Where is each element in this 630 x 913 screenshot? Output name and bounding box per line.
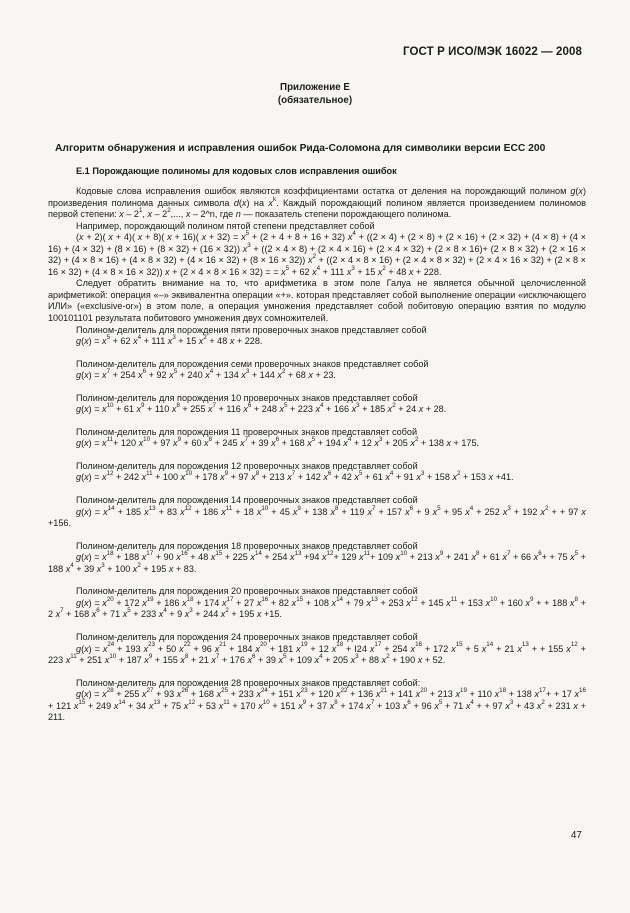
polynomial-formula: $g(x) = x^{28} + 255$ $x^{27} + 93$ $x^{26} + 168$ $x^{25} + 233$ $x^{24} + 151$ $x^{23} + 120$ $x^{22} + 136$ $x^{21} + 141$ $x^{20} + 213$ $x^{19} + 110$ $x^{18} + 138$ $x^{17}+ + 17$ $x^{16} + 121$ $x^{15} + 249$ $x^{14} + 34$ $x^{13} + 75$ $x^{12} + 53$ $x^{11} + 170$ $x^{10} + 151$ $x^9 + 37$ $x^8 + 174$ $x^7 + 103$ $x^6 + 96$ $x^5 + 71$ $x^4$ + + 97 $x^3 + 43$ $x^2 + 231$ x + 211.: [48, 687, 586, 723]
polynomial-formula: $g(x) = x^{14} + 185$ $x^{13} + 83$ $x^{12} + 186$ $x^{11} + 18$ $x^{10} + 45$ $x^9 + 138$ $x^8 + 119$ $x^7 + 157$ $x^6 + 9$ $x^5 + 95$ $x^4 + 252$ $x^3 + 192$ $x^2$ + + 97 x +156.: [48, 504, 586, 529]
standard-header: ГОСТ Р ИСО/МЭК 16022 — 2008: [403, 46, 582, 58]
expansion-equation: (x + 2)( x + 4)( x + 8)( x + 16)( x + 32) = $x^5 + (2 + 4 + 8 + 16 + 32) x^4 + ((2 \times 4) + (2 \times 8) + (2 \times 16) + (2 \times 32) + (4 \times 8) + (4 \times 16) + (4 \times 32) + (8 \times 16) + (8 \times 32) + (16 \times 32)) x^3 + ((2 \times 4 \times 8) + (2$ × 4 × 16) + (2 × 4 × 32) + (2 × 8 × 16)+ (2 × 8 × 32) + (2 × 16 × 32) + (4 × 8 × 16) + (4 × 8 × 32) + (4 × 16 × 32) + (8 × 16 × 32)) $x^2 + ((2 \times 4 \times 8 \times 16) + (2 \times 4 \times 8 \times 32) + (2 \times 4 \times 16 \times 32) + (2 \times 8 \times 16 \times 32) + (4 \times 8 \times 16 \times 32)) x + (2 \times 4 \times 8 \times 16 \times 32)$ = = $x^5 + 62$ $x^4 + 111$ $x^3 + 15$ $x^2 + 48$ x + 228.: [48, 230, 586, 277]
polynomial-formula: $g(x) = x^{24} + 193$ $x^{23} + 50$ $x^{22} + 96$ $x^{21} + 184$ $x^{20} + 181$ $x^{19} + 12$ $x^{18} + I24$ $x^{17} + 254$ $x^{16} + 172$ $x^{15} + 5$ $x^{14} + 21$ $x^{13}$ + + 155 $x^{12} + 223$ $x^{11} + 251$ $x^{10} + 187$ $x^9 + 155$ $x^8 + 21$ $x^7 + 176$ $x^6 + 39$ $x^5 + 109$ $x^4 + 205$ $x^3 + 88$ $x^2 + 190$ x + 52.: [48, 641, 586, 666]
section-title: Алгоритм обнаружения и исправления ошибок Рида-Соломона для символики версии ЕСС 200: [55, 143, 546, 154]
polynomial-label: Полином-делитель для порождения 18 проверочных знаков представляет собой: [76, 540, 418, 551]
spacer: [48, 348, 586, 359]
polynomial-label: Полином-делитель для порождения 11 проверочных знаков представляет собой: [76, 426, 418, 437]
spacer: [48, 484, 586, 495]
polynomial-label: Полином-делитель для порождения пяти проверочных знаков представляет собой: [76, 324, 427, 335]
paragraph: Кодовые слова исправления ошибок являются коэффициентами остатка от деления на порождающий полином g(x) произведения полинома данных символа d(x) на $x^k$. Каждый порождающий полином является произведением полиномов первой степени: x – $2^1$, x – $2^2$,..., x – 2^n, где n — показатель степени порождающего полинома.: [48, 186, 586, 220]
spacer: [48, 382, 586, 393]
polynomial-label: Полином-делитель для порождения семи проверочных знаков представляет собой: [76, 358, 429, 369]
polynomial-formula: $g(x) = x^{10} + 61$ $x^9 + 110$ $x^8 + 255$ $x^7 + 116$ $x^6 + 248$ $x^5 + 223$ $x^4 + 166$ $x^3 + 185$ $x^2 + 24$ x + 28.: [76, 402, 447, 415]
polynomial-label: Полином-делитель для порождения 14 проверочных знаков представляет собой: [76, 495, 418, 506]
spacer: [48, 416, 586, 427]
spacer: [48, 450, 586, 461]
paragraph: Например, порождающий полином пятой степени представляет собой: [76, 220, 375, 231]
appendix-title: Приложение Е: [280, 82, 350, 93]
appendix-heading: [0, 82, 630, 107]
polynomial-label: Полином-делитель для порождения 28 проверочных знаков представляет собой:: [76, 677, 421, 688]
appendix-subtitle: (обязательное): [277, 94, 353, 106]
polynomial-label: Полином-делитель для порождения 10 проверочных знаков представляет собой: [76, 392, 418, 403]
spacer: [48, 530, 586, 541]
polynomial-formula: $g(x) = x^{20} + 172$ $x^{19} + 186$ $x^{18} + 174$ $x^{17} + 27$ $x^{16} + 82$ $x^{15} + 108$ $x^{14} + 79$ $x^{13} + 253$ $x^{12} + 145$ $x^{11} + 153$ $x^{10} + 160$ $x^9$ + + 188 $x^8 + 2$ $x^7 + 168$ $x^6 + 71$ $x^5 + 233$ $x^4 + 9$ $x^3 + 244$ $x^2 + 195$ x +15.: [48, 595, 586, 620]
polynomial-label: Полином-делитель для порождения 12 проверочных знаков представляет собой: [76, 460, 418, 471]
polynomial-label: Полином-делитель для порождения 20 проверочных знаков представляет собой: [76, 586, 418, 597]
subsection-title: Е.1 Порождающие полиномы для кодовых слов исправления ошибок: [76, 166, 397, 176]
polynomial-formula: $g(x) = x^{12} + 242$ $x^{11} + 100$ $x^{10} + 178$ $x^9 + 97$ $x^8 + 213$ $x^7 + 142$ $x^6 + 42$ $x^5 + 61$ $x^4 + 91$ $x^3 + 158$ $x^2 + 153$ x +41.: [76, 470, 514, 483]
page-number: 47: [570, 830, 582, 841]
paragraph: Следует обратить внимание на то, что арифметика в этом поле Галуа не является обычной целочисленной арифметикой: операция «–» эквивалентна операции «+». которая представляет собой выполнение операции «исключающего ИЛИ» («exclusive-or») в этом поле, а операция умножения представляет собой побитовую операцию взятия по модулю 100101101 результата побитового умножения двух сомножителей.: [48, 278, 586, 324]
spacer: [48, 621, 586, 632]
spacer: [48, 667, 586, 678]
polynomial-label: Полином-делитель для порождения 24 проверочных знаков представляет собой: [76, 631, 418, 642]
polynomial-formula: $g(x) = x^7 + 254$ $x^6 + 92$ $x^5 + 240$ $x^4 + 134$ $x^3 + 144$ $x^2 + 68$ x + 23.: [76, 368, 336, 381]
spacer: [48, 575, 586, 586]
polynomial-formula: $g(x) = x^{18} + 188$ $x^{17} + 90$ $x^{16} + 48$ $x^{15} + 225$ $x^{14} + 254$ $x^{13} +94$ $x^{12}+ 129$ $x^{11}+ 109$ $x^{10} + 213$ $x^9 + 241$ $x^8 + 61$ $x^7 + 66$ $x^6+ + 75$ $x^5 + 188$ $x^4 + 39$ $x^3 + 100$ $x^2 + 195$ x + 83.: [48, 550, 586, 574]
document-body: [48, 186, 586, 724]
polynomial-formula: $g(x) = x^{11}+ 120$ $x^{10} + 97$ $x^9 + 60$ $x^8 + 245$ $x^7 + 39$ $x^6 + 168$ $x^5 + 194$ $x^4 + 12$ $x^3 + 205$ $x^2 + 138$ x + 175.: [76, 436, 480, 449]
polynomial-formula: $g(x) = x^5 + 62$ $x^4 + 111$ $x^3 + 15$ $x^2 + 48$ x + 228.: [76, 334, 263, 347]
polynomial-list: [48, 325, 586, 724]
